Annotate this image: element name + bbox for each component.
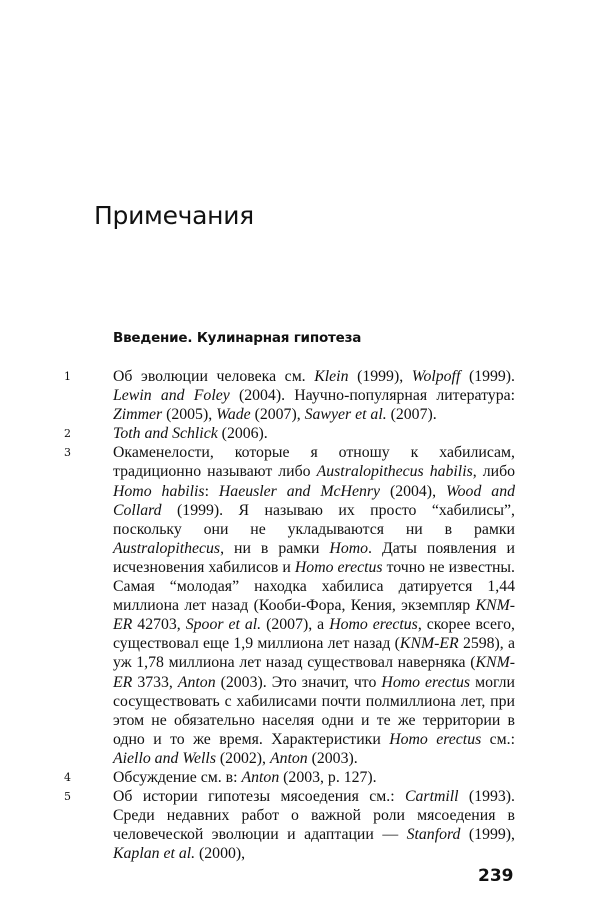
citation-author: Sawyer et al. — [304, 406, 387, 424]
note-text-segment: 3733, — [132, 673, 178, 691]
citation-author: Stanford — [406, 826, 461, 844]
citation-author: Cartmill — [405, 788, 459, 806]
citation-author: Homo erectus — [294, 558, 383, 576]
note-text-segment: (2003, p. 127). — [279, 768, 377, 786]
citation-author: Wood and Collard — [113, 482, 515, 519]
citation-author: Wade — [216, 406, 251, 424]
note-text-segment: Окаменелости, которые я отношу к хабилисам, традиционно называют либо — [113, 444, 515, 481]
note-text-segment: (2006). — [217, 425, 268, 443]
citation-author: Australopithecus habilis — [316, 463, 473, 481]
citation-author: Aiello and Wells — [113, 749, 216, 767]
note — [0, 424, 600, 443]
citation-author: Spoor et al. — [185, 616, 262, 634]
note-number: 2 — [64, 427, 71, 441]
citation-author: Toth and Schlick — [113, 425, 218, 443]
notes-list — [0, 367, 600, 863]
note-text-segment: (2003). Это значит, что — [215, 673, 382, 691]
note-text-segment: (2005), — [162, 406, 217, 424]
note-text-segment: (2007). — [386, 406, 437, 424]
note-text-segment: , либо — [472, 463, 516, 481]
note — [0, 787, 600, 863]
citation-author: Haeusler and McHenry — [218, 482, 381, 500]
citation-author: Homo — [329, 539, 369, 557]
citation-author: Anton — [241, 768, 280, 786]
note-text-segment: (2007), — [250, 406, 305, 424]
note-text-segment: могли сосуществовать с хабилисами почти полмиллиона лет, при этом не обязательно населяя одни и те же территории в одно и то же время. Характеристики — [113, 673, 515, 748]
note-text — [113, 443, 515, 768]
note-number: 3 — [64, 446, 71, 460]
note-text-segment: 2598), а уж 1,78 миллиона лет назад существовал наверняка ( — [113, 635, 515, 672]
note-text-segment: (2003). — [307, 749, 358, 767]
note-text-segment: Об истории гипотезы мясоедения см.: — [113, 788, 405, 806]
note-text — [113, 768, 515, 787]
note — [0, 367, 600, 424]
citation-author: Homo erectus — [381, 673, 471, 691]
note-text — [113, 424, 515, 443]
citation-author: KNM-ER — [113, 654, 515, 691]
note-text-segment: (1999), — [460, 826, 515, 844]
note-text-segment: : — [204, 482, 219, 500]
note-text-segment: Обсуждение см. в: — [113, 768, 242, 786]
note-text-segment: Об эволюции человека см. — [113, 368, 315, 385]
note — [0, 443, 600, 768]
note-text-segment: (1993). Среди недавних работ о важной роли мясоедения в человеческой эволюции и адаптации — — [113, 788, 515, 844]
note-text — [113, 367, 515, 424]
citation-author: KNM-ER — [113, 597, 515, 634]
note-text-segment: см.: — [481, 730, 516, 748]
note-text-segment: (1999), — [348, 368, 412, 385]
citation-author: Anton — [269, 749, 308, 767]
note-text-segment: . Даты появления и исчезновения хабилисов и — [113, 539, 515, 576]
citation-author: Australopithecus — [113, 539, 221, 557]
note-number: 4 — [64, 770, 71, 784]
section-heading: Введение. Кулинарная гипотеза — [113, 330, 362, 346]
citation-author: Anton — [177, 673, 216, 691]
note-text-segment: (1999). — [460, 368, 516, 385]
citation-author: Wolpoff — [411, 368, 461, 385]
page-number: 239 — [478, 866, 514, 886]
citation-author: Zimmer — [113, 406, 163, 424]
citation-author: Homo erectus — [329, 616, 418, 634]
citation-author: Homo habilis — [113, 482, 205, 500]
citation-author: Kaplan et al. — [113, 845, 196, 863]
note — [0, 768, 600, 787]
note-text-segment: (2007), а — [261, 616, 330, 634]
citation-author: Klein — [314, 368, 349, 385]
citation-author: Lewin and Foley — [113, 387, 230, 405]
note-text-segment: , скорее всего, существовал еще 1,9 миллиона лет назад ( — [113, 616, 515, 653]
note-text-segment: (2000), — [195, 845, 246, 863]
citation-author: Homo erectus — [389, 730, 482, 748]
note-number: 5 — [64, 790, 71, 804]
note-text-segment: (1999). Я называю их просто “хабилисы”, поскольку они не укладываются ни в рамки — [113, 501, 515, 538]
note-text — [113, 787, 515, 863]
chapter-title: Примечания — [94, 201, 254, 230]
note-text-segment: (2004), — [380, 482, 446, 500]
note-text-segment: , ни в рамки — [220, 539, 330, 557]
note-text-segment: 42703, — [132, 616, 186, 634]
note-text-segment: (2004). Научно-популярная литература: — [229, 387, 515, 405]
citation-author: KNM-ER — [399, 635, 459, 653]
note-text-segment: точно не известны. Самая “молодая” находка хабилиса датируется 1,44 миллиона лет назад (Кооби-Фора, Кения, экземпляр — [113, 558, 515, 615]
note-text-segment: (2002), — [215, 749, 270, 767]
note-number: 1 — [64, 370, 71, 383]
